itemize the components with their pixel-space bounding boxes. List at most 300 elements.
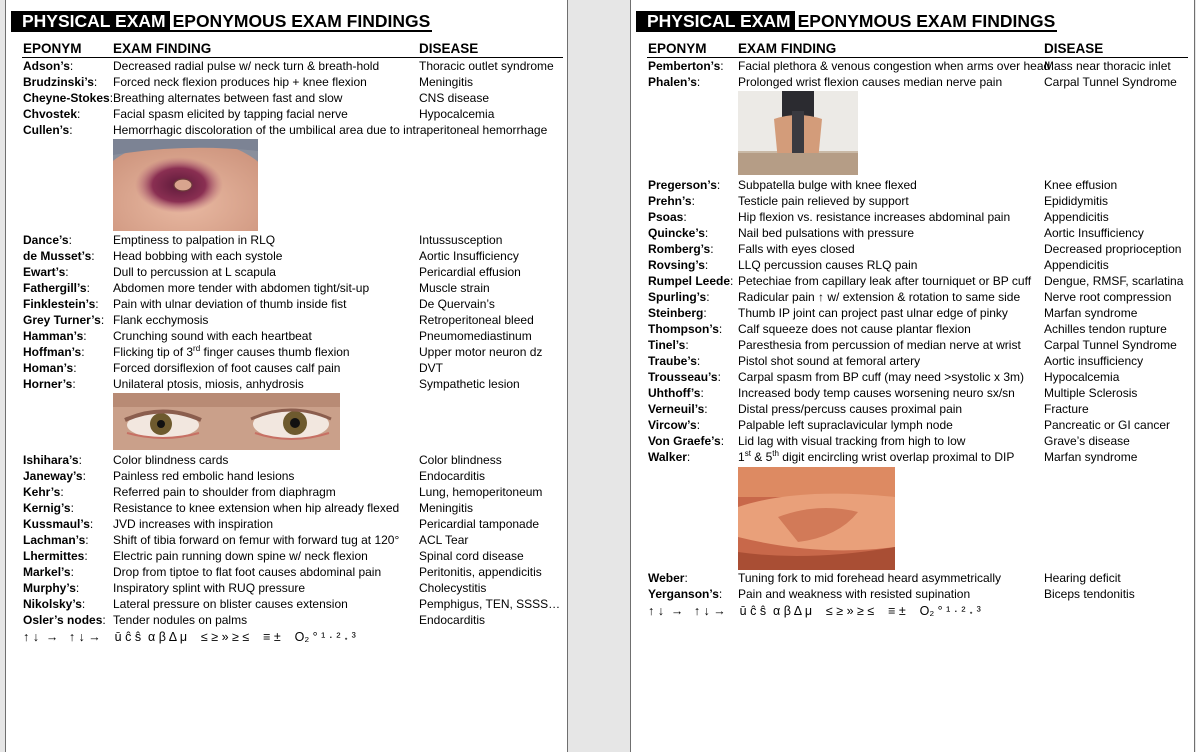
table-row	[6, 344, 566, 360]
disease: Meningitis	[419, 75, 474, 89]
document-page-left	[5, 0, 568, 752]
table-row	[631, 305, 1191, 321]
table-row	[6, 452, 566, 468]
table-row	[631, 586, 1191, 602]
title-subtitle: EPONYMOUS EXAM FINDINGS	[170, 11, 433, 32]
disease: Retroperitoneal bleed	[419, 313, 534, 327]
table-row	[6, 484, 566, 500]
exam-finding: Lateral pressure on blister causes extension	[113, 597, 348, 611]
eponym-text: Ishihara’s	[23, 453, 79, 467]
table-row	[6, 280, 566, 296]
eponym-colon: :	[706, 290, 710, 304]
eponym-text: Cheyne-Stokes	[23, 91, 110, 105]
disease: Endocarditis	[419, 613, 486, 627]
table-row	[631, 417, 1191, 433]
disease: Appendicitis	[1044, 210, 1109, 224]
eponym-name	[648, 209, 687, 225]
eponym-name	[23, 500, 74, 516]
header-disease-right: DISEASE	[1044, 41, 1104, 56]
eponym-colon: :	[70, 565, 74, 579]
disease: Mass near thoracic inlet	[1044, 59, 1171, 73]
exam-finding: Thumb IP joint can project past ulnar edge of pinky	[738, 306, 1008, 320]
eponym-name	[648, 58, 724, 74]
eponym-colon: :	[95, 297, 99, 311]
eponym-colon: :	[703, 306, 707, 320]
eponym-text: Fathergill’s	[23, 281, 87, 295]
eponym-text: Walker	[648, 450, 687, 464]
eponym-colon: :	[85, 533, 89, 547]
disease: DVT	[419, 361, 443, 375]
table-row	[631, 570, 1191, 586]
exam-finding: Crunching sound with each heartbeat	[113, 329, 312, 343]
eponym-name	[648, 369, 721, 385]
exam-finding: Nail bed pulsations with pressure	[738, 226, 915, 240]
exam-finding: JVD increases with inspiration	[113, 517, 274, 531]
eponym-text: Janeway’s	[23, 469, 83, 483]
eponym-name	[23, 280, 90, 296]
eponym-name	[648, 289, 710, 305]
table-row	[631, 401, 1191, 417]
disease: Knee effusion	[1044, 178, 1118, 192]
eponym-colon: :	[685, 338, 689, 352]
eponym-colon: :	[717, 370, 721, 384]
eponym-colon: :	[86, 281, 90, 295]
table-row	[6, 264, 566, 280]
table-row	[631, 289, 1191, 305]
disease: ACL Tear	[419, 533, 469, 547]
table-row	[6, 532, 566, 548]
eponym-text: Von Graefe’s	[648, 434, 721, 448]
disease: Pericardial tamponade	[419, 517, 540, 531]
exam-finding: Petechiae from capillary leak after tourniquet or BP cuff	[738, 274, 1032, 288]
eponym-name	[23, 328, 87, 344]
eponym-text: Adson’s	[23, 59, 70, 73]
table-row	[631, 177, 1191, 193]
photo-phalens-hands	[738, 91, 858, 175]
table-row	[631, 449, 1191, 465]
table-row	[6, 564, 566, 580]
exam-finding: Pain with ulnar deviation of thumb inside fist	[113, 297, 347, 311]
eponym-name	[23, 612, 106, 628]
eponym-name	[23, 484, 64, 500]
disease: Hypocalcemia	[1044, 370, 1120, 384]
eponym-colon: :	[69, 59, 74, 73]
eponym-name	[23, 74, 97, 90]
exam-finding: Tender nodules on palms	[113, 613, 248, 627]
eponym-name	[23, 344, 85, 360]
eponym-text: Nikolsky’s	[23, 597, 82, 611]
eponym-text: de Musset’s	[23, 249, 92, 263]
document-page-right	[630, 0, 1195, 752]
eponym-colon: :	[81, 597, 86, 611]
eponym-text: Dance’s	[23, 233, 69, 247]
eponym-colon: :	[716, 178, 721, 192]
table-row	[6, 548, 566, 564]
photo-cullens-abdomen	[113, 139, 258, 231]
eponym-name	[648, 385, 704, 401]
eponym-text: Yerganson’s	[648, 587, 719, 601]
eponym-name	[23, 548, 88, 564]
table-row	[631, 58, 1191, 74]
table-row	[631, 273, 1191, 289]
disease: Appendicitis	[1044, 258, 1109, 272]
exam-finding: Prolonged wrist flexion causes median nerve pain	[738, 75, 1003, 89]
exam-finding: Emptiness to palpation in RLQ	[113, 233, 276, 247]
exam-finding: 1st & 5th digit encircling wrist overlap proximal to DIP	[738, 449, 1015, 464]
table-row	[6, 58, 566, 74]
eponym-text: Vircow’s	[648, 418, 697, 432]
eponym-name	[23, 376, 76, 392]
exam-finding: Breathing alternates between fast and slow	[113, 91, 343, 105]
exam-finding: Calf squeeze does not cause plantar flexion	[738, 322, 971, 336]
eponym-text: Lachman’s	[23, 533, 86, 547]
eponym-name	[23, 360, 77, 376]
disease: Aortic Insufficiency	[419, 249, 519, 263]
eponym-name	[23, 596, 85, 612]
eponym-colon: :	[91, 249, 95, 263]
disease: Pemphigus, TEN, SSSS…	[419, 597, 561, 611]
eponym-name	[648, 257, 708, 273]
disease: Intussusception	[419, 233, 503, 247]
disease: Dengue, RMSF, scarlatina	[1044, 274, 1184, 288]
eponym-text: Hamman’s	[23, 329, 84, 343]
eponym-colon: :	[691, 194, 695, 208]
exam-finding: Paresthesia from percussion of median nerve at wrist	[738, 338, 1021, 352]
table-row	[631, 385, 1191, 401]
eponym-name	[648, 305, 707, 321]
disease: Epididymitis	[1044, 194, 1109, 208]
exam-finding: LLQ percussion causes RLQ pain	[738, 258, 918, 272]
header-eponym: EPONYM	[23, 41, 82, 56]
eponym-text: Grey Turner’s	[23, 313, 101, 327]
eponym-name	[23, 122, 73, 138]
eponym-name	[23, 312, 104, 328]
table-row	[631, 353, 1191, 369]
disease: Multiple Sclerosis	[1044, 386, 1138, 400]
exam-finding: Dull to percussion at L scapula	[113, 265, 276, 279]
eponym-colon: :	[718, 587, 723, 601]
disease: Upper motor neuron dz	[419, 345, 543, 359]
table-row	[6, 580, 566, 596]
table-row	[6, 74, 566, 90]
photo-horners-eyes	[113, 393, 340, 450]
exam-finding: Referred pain to shoulder from diaphragm	[113, 485, 336, 499]
eponym-name	[648, 417, 700, 433]
eponym-colon: :	[68, 233, 72, 247]
eponym-name	[648, 337, 689, 353]
eponym-colon: :	[704, 258, 709, 272]
header-disease: DISEASE	[419, 41, 479, 56]
disease: Achilles tendon rupture	[1044, 322, 1167, 336]
exam-finding: Flank ecchymosis	[113, 313, 209, 327]
eponym-name	[648, 241, 714, 257]
eponym-name	[648, 449, 690, 465]
eponym-colon: :	[84, 549, 88, 563]
eponym-text: Quincke’s	[648, 226, 705, 240]
eponym-colon: :	[69, 123, 73, 137]
disease: Peritonitis, appendicitis	[419, 565, 542, 579]
table-row	[6, 596, 566, 612]
exam-finding: Head bobbing with each systole	[113, 249, 283, 263]
table-row	[6, 90, 566, 106]
exam-finding: Radicular pain ↑ w/ extension & rotation to same side	[738, 290, 1021, 304]
eponym-text: Kussmaul’s	[23, 517, 90, 531]
table-row	[6, 248, 566, 264]
eponym-colon: :	[704, 402, 708, 416]
eponym-text: Kernig’s	[23, 501, 71, 515]
table-row	[631, 257, 1191, 273]
eponym-text: Uhthoff’s	[648, 386, 701, 400]
eponym-colon: :	[718, 322, 723, 336]
eponym-text: Cullen’s	[23, 123, 70, 137]
eponym-name	[23, 296, 99, 312]
eponym-name	[648, 273, 733, 289]
table-row	[6, 106, 566, 122]
eponym-colon: :	[78, 453, 82, 467]
disease: Biceps tendonitis	[1044, 587, 1135, 601]
eponym-colon: :	[686, 450, 691, 464]
exam-finding: Resistance to knee extension when hip already flexed	[113, 501, 400, 515]
disease: Endocarditis	[419, 469, 486, 483]
eponym-name	[648, 225, 708, 241]
eponym-text: Tinel’s	[648, 338, 686, 352]
disease: Hypocalcemia	[419, 107, 495, 121]
eponym-colon: :	[70, 501, 74, 515]
exam-finding: Pain and weakness with resisted supination	[738, 587, 971, 601]
disease: Fracture	[1044, 402, 1089, 416]
eponym-colon: :	[102, 613, 106, 627]
eponym-text: Hoffman’s	[23, 345, 82, 359]
eponym-name	[23, 90, 113, 106]
title-subtitle-right: EPONYMOUS EXAM FINDINGS	[795, 11, 1058, 32]
table-row	[631, 337, 1191, 353]
table-row	[631, 74, 1191, 90]
eponym-colon: :	[82, 469, 86, 483]
title-black-box-right: PHYSICAL EXAM	[636, 11, 795, 32]
exam-finding: Flicking tip of 3rd finger causes thumb flexion	[113, 344, 350, 359]
eponym-colon: :	[720, 59, 724, 73]
disease: Hearing deficit	[1044, 571, 1121, 585]
exam-finding: Forced neck flexion produces hip + knee flexion	[113, 75, 367, 89]
eponym-name	[648, 433, 724, 449]
eponym-text: Weber	[648, 571, 685, 585]
exam-finding: Pistol shot sound at femoral artery	[738, 354, 921, 368]
table-row	[6, 612, 566, 628]
eponym-colon: :	[696, 75, 701, 89]
eponym-text: Rovsing’s	[648, 258, 705, 272]
eponym-colon: :	[696, 354, 701, 368]
table-row	[631, 193, 1191, 209]
eponym-colon: :	[730, 274, 734, 288]
table-row	[6, 376, 566, 392]
eponym-colon: :	[75, 581, 80, 595]
eponym-colon: :	[73, 361, 77, 375]
exam-finding: Distal press/percuss causes proximal pain	[738, 402, 963, 416]
disease: Aortic Insufficiency	[1044, 226, 1144, 240]
eponym-text: Chvostek	[23, 107, 78, 121]
eponym-name	[23, 452, 82, 468]
eponym-text: Psoas	[648, 210, 684, 224]
disease: Carpal Tunnel Syndrome	[1044, 338, 1177, 352]
eponym-colon: :	[89, 517, 94, 531]
exam-finding: Carpal spasm from BP cuff (may need >systolic x 3m)	[738, 370, 1024, 384]
eponym-text: Spurling’s	[648, 290, 707, 304]
table-row	[6, 500, 566, 516]
exam-finding: Painless red embolic hand lesions	[113, 469, 295, 483]
eponym-name	[648, 321, 722, 337]
eponym-colon: :	[109, 91, 114, 105]
eponym-text: Finklestein’s	[23, 297, 96, 311]
eponym-name	[23, 58, 73, 74]
disease: Pericardial effusion	[419, 265, 521, 279]
exam-finding: Lid lag with visual tracking from high to low	[738, 434, 966, 448]
eponym-text: Brudzinski’s	[23, 75, 94, 89]
exam-finding: Hip flexion vs. resistance increases abdominal pain	[738, 210, 1011, 224]
exam-finding: Facial spasm elicited by tapping facial nerve	[113, 107, 348, 121]
eponym-colon: :	[65, 265, 69, 279]
header-exam-finding-right: EXAM FINDING	[738, 41, 837, 56]
table-row	[6, 516, 566, 532]
eponym-text: Horner’s	[23, 377, 73, 391]
table-row	[631, 225, 1191, 241]
disease: Decreased proprioception	[1044, 242, 1182, 256]
eponym-text: Osler’s nodes	[23, 613, 103, 627]
table-row	[6, 328, 566, 344]
exam-finding: Electric pain running down spine w/ neck flexion	[113, 549, 368, 563]
table-row	[631, 209, 1191, 225]
eponym-text: Pregerson’s	[648, 178, 717, 192]
eponym-colon: :	[81, 345, 85, 359]
eponym-text: Ewart’s	[23, 265, 66, 279]
disease: Marfan syndrome	[1044, 450, 1138, 464]
disease: Lung, hemoperitoneum	[419, 485, 543, 499]
symbol-strip-right: ↑ ↓ → ↑ ↓ → ū ĉ ŝ α β Δ μ ≤ ≥ » ≥ ≤ ≡ ± O₂ ° ¹ · ² ˖ ³	[648, 604, 981, 618]
exam-finding: Color blindness cards	[113, 453, 229, 467]
eponym-colon: :	[683, 210, 687, 224]
eponym-colon: :	[83, 329, 87, 343]
table-row	[631, 241, 1191, 257]
table-row	[6, 468, 566, 484]
eponym-text: Romberg’s	[648, 242, 711, 256]
eponym-name	[648, 401, 708, 417]
eponym-name	[648, 353, 700, 369]
disease: Nerve root compression	[1044, 290, 1172, 304]
disease: Pancreatic or GI cancer	[1044, 418, 1171, 432]
page-title-right	[636, 11, 1057, 32]
eponym-colon: :	[704, 226, 709, 240]
eponym-name	[648, 193, 695, 209]
disease: Carpal Tunnel Syndrome	[1044, 75, 1177, 89]
exam-finding: Facial plethora & venous congestion when arms over head	[738, 59, 1051, 73]
eponym-text: Homan’s	[23, 361, 74, 375]
eponym-name	[23, 264, 69, 280]
disease: Cholecystitis	[419, 581, 487, 595]
eponym-name	[648, 177, 720, 193]
exam-finding: Unilateral ptosis, miosis, anhydrosis	[113, 377, 304, 391]
eponym-text: Trousseau’s	[648, 370, 718, 384]
exam-finding: Decreased radial pulse w/ neck turn & breath-hold	[113, 59, 380, 73]
eponym-text: Steinberg	[648, 306, 704, 320]
table-row	[631, 321, 1191, 337]
eponym-text: Traube’s	[648, 354, 697, 368]
eponym-text: Pemberton’s	[648, 59, 721, 73]
eponym-colon: :	[93, 75, 98, 89]
table-row	[6, 232, 566, 248]
eponym-text: Kehr’s	[23, 485, 61, 499]
exam-finding: Hemorrhagic discoloration of the umbilical area due to intraperitoneal hemorrhage	[113, 123, 548, 137]
eponym-text: Phalen’s	[648, 75, 697, 89]
table-row	[6, 312, 566, 328]
disease: Grave’s disease	[1044, 434, 1130, 448]
eponym-colon: :	[684, 571, 688, 585]
eponym-name	[648, 586, 722, 602]
disease: Sympathetic lesion	[419, 377, 520, 391]
eponym-name	[23, 106, 80, 122]
eponym-name	[23, 516, 93, 532]
eponym-name	[23, 248, 95, 264]
eponym-colon: :	[72, 377, 76, 391]
eponym-name	[23, 468, 86, 484]
exam-finding: Abdomen more tender with abdomen tight/sit-up	[113, 281, 370, 295]
exam-finding: Testicle pain relieved by support	[738, 194, 909, 208]
eponym-name	[23, 580, 79, 596]
eponym-colon: :	[720, 434, 725, 448]
eponym-colon: :	[60, 485, 64, 499]
table-row	[631, 369, 1191, 385]
eponym-name	[648, 74, 700, 90]
disease: Muscle strain	[419, 281, 490, 295]
eponym-colon: :	[100, 313, 105, 327]
table-row	[631, 433, 1191, 449]
title-black-box: PHYSICAL EXAM	[11, 11, 170, 32]
exam-finding: Falls with eyes closed	[738, 242, 855, 256]
page-title	[11, 11, 432, 32]
exam-finding: Palpable left supraclavicular lymph node	[738, 418, 953, 432]
exam-finding: Increased body temp causes worsening neuro sx/sn	[738, 386, 1015, 400]
disease: De Quervain’s	[419, 297, 495, 311]
eponym-text: Lhermittes	[23, 549, 85, 563]
header-eponym-right: EPONYM	[648, 41, 707, 56]
exam-finding: Tuning fork to mid forehead heard asymmetrically	[738, 571, 1002, 585]
disease: CNS disease	[419, 91, 490, 105]
eponym-colon: :	[700, 386, 704, 400]
header-exam-finding: EXAM FINDING	[113, 41, 212, 56]
eponym-colon: :	[710, 242, 714, 256]
photo-walker-wrist	[738, 467, 895, 570]
exam-finding: Forced dorsiflexion of foot causes calf pain	[113, 361, 341, 375]
exam-finding: Subpatella bulge with knee flexed	[738, 178, 917, 192]
eponym-text: Prehn’s	[648, 194, 692, 208]
eponym-text: Murphy’s	[23, 581, 76, 595]
eponym-name	[23, 564, 74, 580]
disease: Aortic insufficiency	[1044, 354, 1144, 368]
eponym-text: Rumpel Leede	[648, 274, 731, 288]
disease: Pneumomediastinum	[419, 329, 532, 343]
disease: Thoracic outlet syndrome	[419, 59, 554, 73]
table-row	[6, 360, 566, 376]
eponym-text: Thompson’s	[648, 322, 719, 336]
eponym-name	[23, 532, 89, 548]
exam-finding: Inspiratory splint with RUQ pressure	[113, 581, 306, 595]
table-row	[6, 122, 566, 138]
eponym-colon: :	[77, 107, 81, 121]
exam-finding: Shift of tibia forward on femur with forward tug at 120°	[113, 533, 400, 547]
eponym-colon: :	[696, 418, 701, 432]
disease: Spinal cord disease	[419, 549, 524, 563]
disease: Marfan syndrome	[1044, 306, 1138, 320]
eponym-text: Markel’s	[23, 565, 71, 579]
eponym-text: Verneuil’s	[648, 402, 705, 416]
